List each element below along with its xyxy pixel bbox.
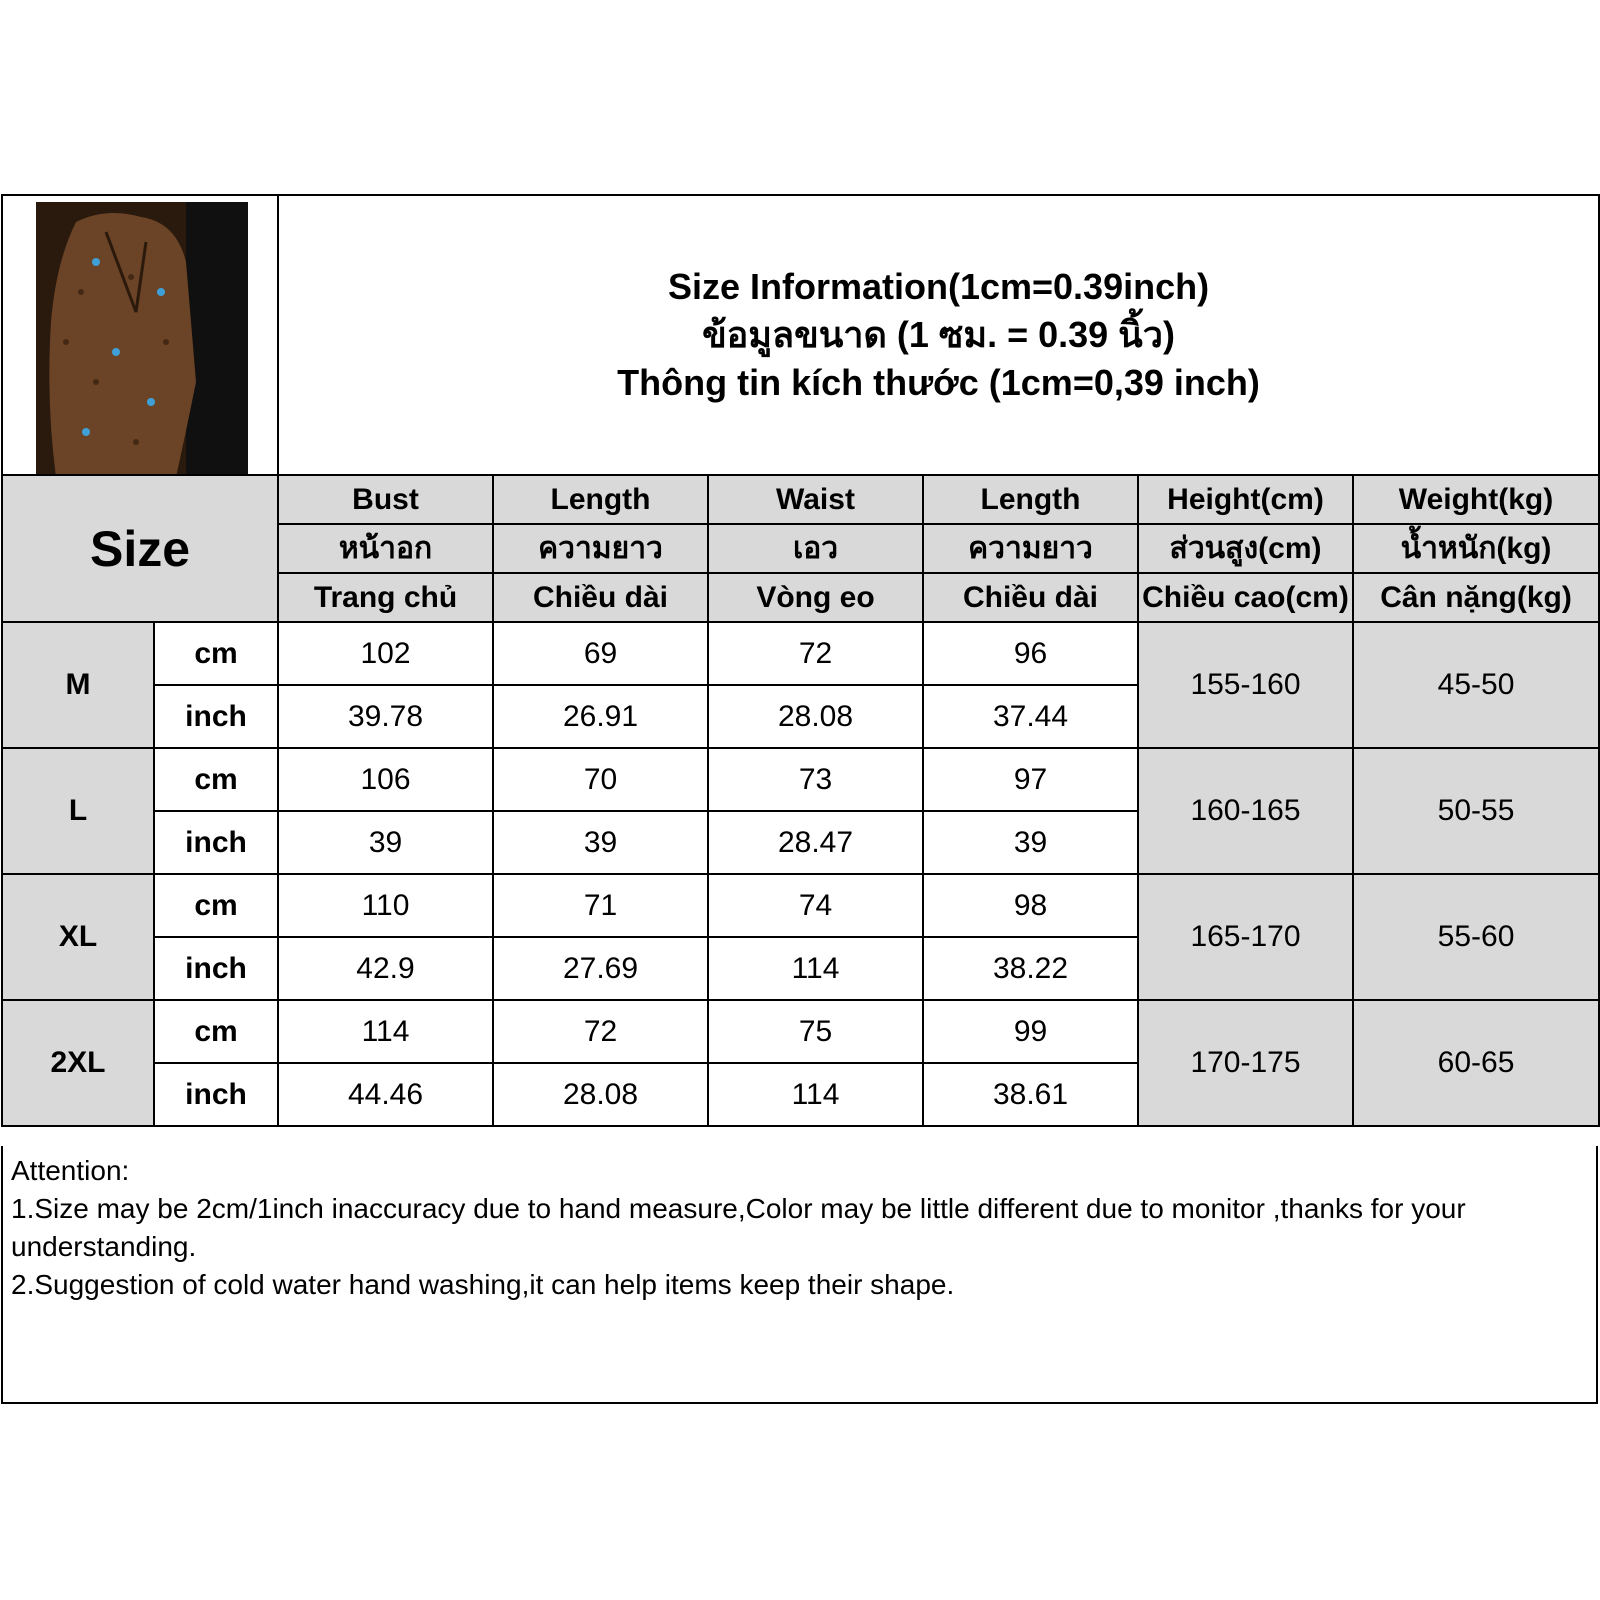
unit-label: cm [154, 874, 278, 937]
table-cell: 114 [708, 1063, 923, 1126]
col-header-th: หน้าอก [278, 524, 493, 573]
col-header-vi: Cân nặng(kg) [1353, 573, 1599, 622]
table-cell: 27.69 [493, 937, 708, 1000]
unit-label: cm [154, 1000, 278, 1063]
table-row [2, 874, 1599, 937]
table-cell: 70 [493, 748, 708, 811]
attention-note-2: 2.Suggestion of cold water hand washing,it can help items keep their shape. [11, 1269, 955, 1300]
table-cell: 26.91 [493, 685, 708, 748]
size-label: 2XL [2, 1000, 154, 1126]
attention-heading: Attention: [11, 1155, 130, 1186]
title-cell [278, 195, 1599, 475]
title-thai: ข้อมูลขนาด (1 ซม. = 0.39 นิ้ว) [702, 314, 1175, 355]
col-header-th: น้ำหนัก(kg) [1353, 524, 1599, 573]
col-header-th: ความยาว [923, 524, 1138, 573]
table-cell: 44.46 [278, 1063, 493, 1126]
table-cell: 28.08 [493, 1063, 708, 1126]
col-header-vi: Vòng eo [708, 573, 923, 622]
title-english: Size Information(1cm=0.39inch) [667, 266, 1210, 307]
size-label: XL [2, 874, 154, 1000]
unit-label: cm [154, 748, 278, 811]
col-header-vi: Trang chủ [278, 573, 493, 622]
table-cell: 38.22 [923, 937, 1138, 1000]
table-cell: 96 [923, 622, 1138, 685]
product-photo-cell [2, 195, 278, 475]
table-cell: 39 [493, 811, 708, 874]
attention-notes [1, 1146, 1598, 1404]
title-vietnamese: Thông tin kích thước (1cm=0,39 inch) [617, 362, 1260, 403]
size-label: M [2, 622, 154, 748]
height-cell: 155-160 [1138, 622, 1353, 748]
col-header-th: ส่วนสูง(cm) [1138, 524, 1353, 573]
col-header-en: Length [493, 475, 708, 524]
table-cell: 114 [708, 937, 923, 1000]
unit-label: inch [154, 1063, 278, 1126]
col-header-en: Bust [278, 475, 493, 524]
attention-note-1: 1.Size may be 2cm/1inch inaccuracy due to hand measure,Color may be little different due to monitor ,thanks for your understanding. [11, 1193, 1466, 1262]
col-header-en: Weight(kg) [1353, 475, 1599, 524]
table-cell: 75 [708, 1000, 923, 1063]
table-cell: 72 [708, 622, 923, 685]
table-cell: 106 [278, 748, 493, 811]
size-chart [1, 194, 1598, 1407]
weight-cell: 45-50 [1353, 622, 1599, 748]
col-header-en: Waist [708, 475, 923, 524]
table-cell: 69 [493, 622, 708, 685]
table-row [2, 622, 1599, 685]
product-photo [36, 202, 248, 475]
col-header-th: ความยาว [493, 524, 708, 573]
col-header-th: เอว [708, 524, 923, 573]
table-cell: 39.78 [278, 685, 493, 748]
unit-label: inch [154, 685, 278, 748]
table-cell: 102 [278, 622, 493, 685]
col-header-vi: Chiều dài [923, 573, 1138, 622]
table-cell: 98 [923, 874, 1138, 937]
table-cell: 42.9 [278, 937, 493, 1000]
table-row [2, 748, 1599, 811]
col-header-vi: Chiều cao(cm) [1138, 573, 1353, 622]
height-cell: 160-165 [1138, 748, 1353, 874]
weight-cell: 55-60 [1353, 874, 1599, 1000]
table-cell: 28.47 [708, 811, 923, 874]
table-row [2, 1000, 1599, 1063]
header-row-en [2, 475, 1599, 524]
col-header-en: Height(cm) [1138, 475, 1353, 524]
table-cell: 114 [278, 1000, 493, 1063]
table-cell: 110 [278, 874, 493, 937]
table-cell: 73 [708, 748, 923, 811]
height-cell: 170-175 [1138, 1000, 1353, 1126]
table-cell: 71 [493, 874, 708, 937]
table-cell: 99 [923, 1000, 1138, 1063]
weight-cell: 50-55 [1353, 748, 1599, 874]
unit-label: inch [154, 811, 278, 874]
table-cell: 37.44 [923, 685, 1138, 748]
table-cell: 28.08 [708, 685, 923, 748]
size-header: Size [2, 475, 278, 622]
unit-label: inch [154, 937, 278, 1000]
table-cell: 97 [923, 748, 1138, 811]
weight-cell: 60-65 [1353, 1000, 1599, 1126]
size-label: L [2, 748, 154, 874]
title-row [2, 195, 1599, 475]
table-cell: 72 [493, 1000, 708, 1063]
col-header-vi: Chiều dài [493, 573, 708, 622]
table-cell: 74 [708, 874, 923, 937]
table-cell: 39 [278, 811, 493, 874]
col-header-en: Length [923, 475, 1138, 524]
size-table [1, 194, 1600, 1127]
height-cell: 165-170 [1138, 874, 1353, 1000]
table-cell: 39 [923, 811, 1138, 874]
table-cell: 38.61 [923, 1063, 1138, 1126]
unit-label: cm [154, 622, 278, 685]
